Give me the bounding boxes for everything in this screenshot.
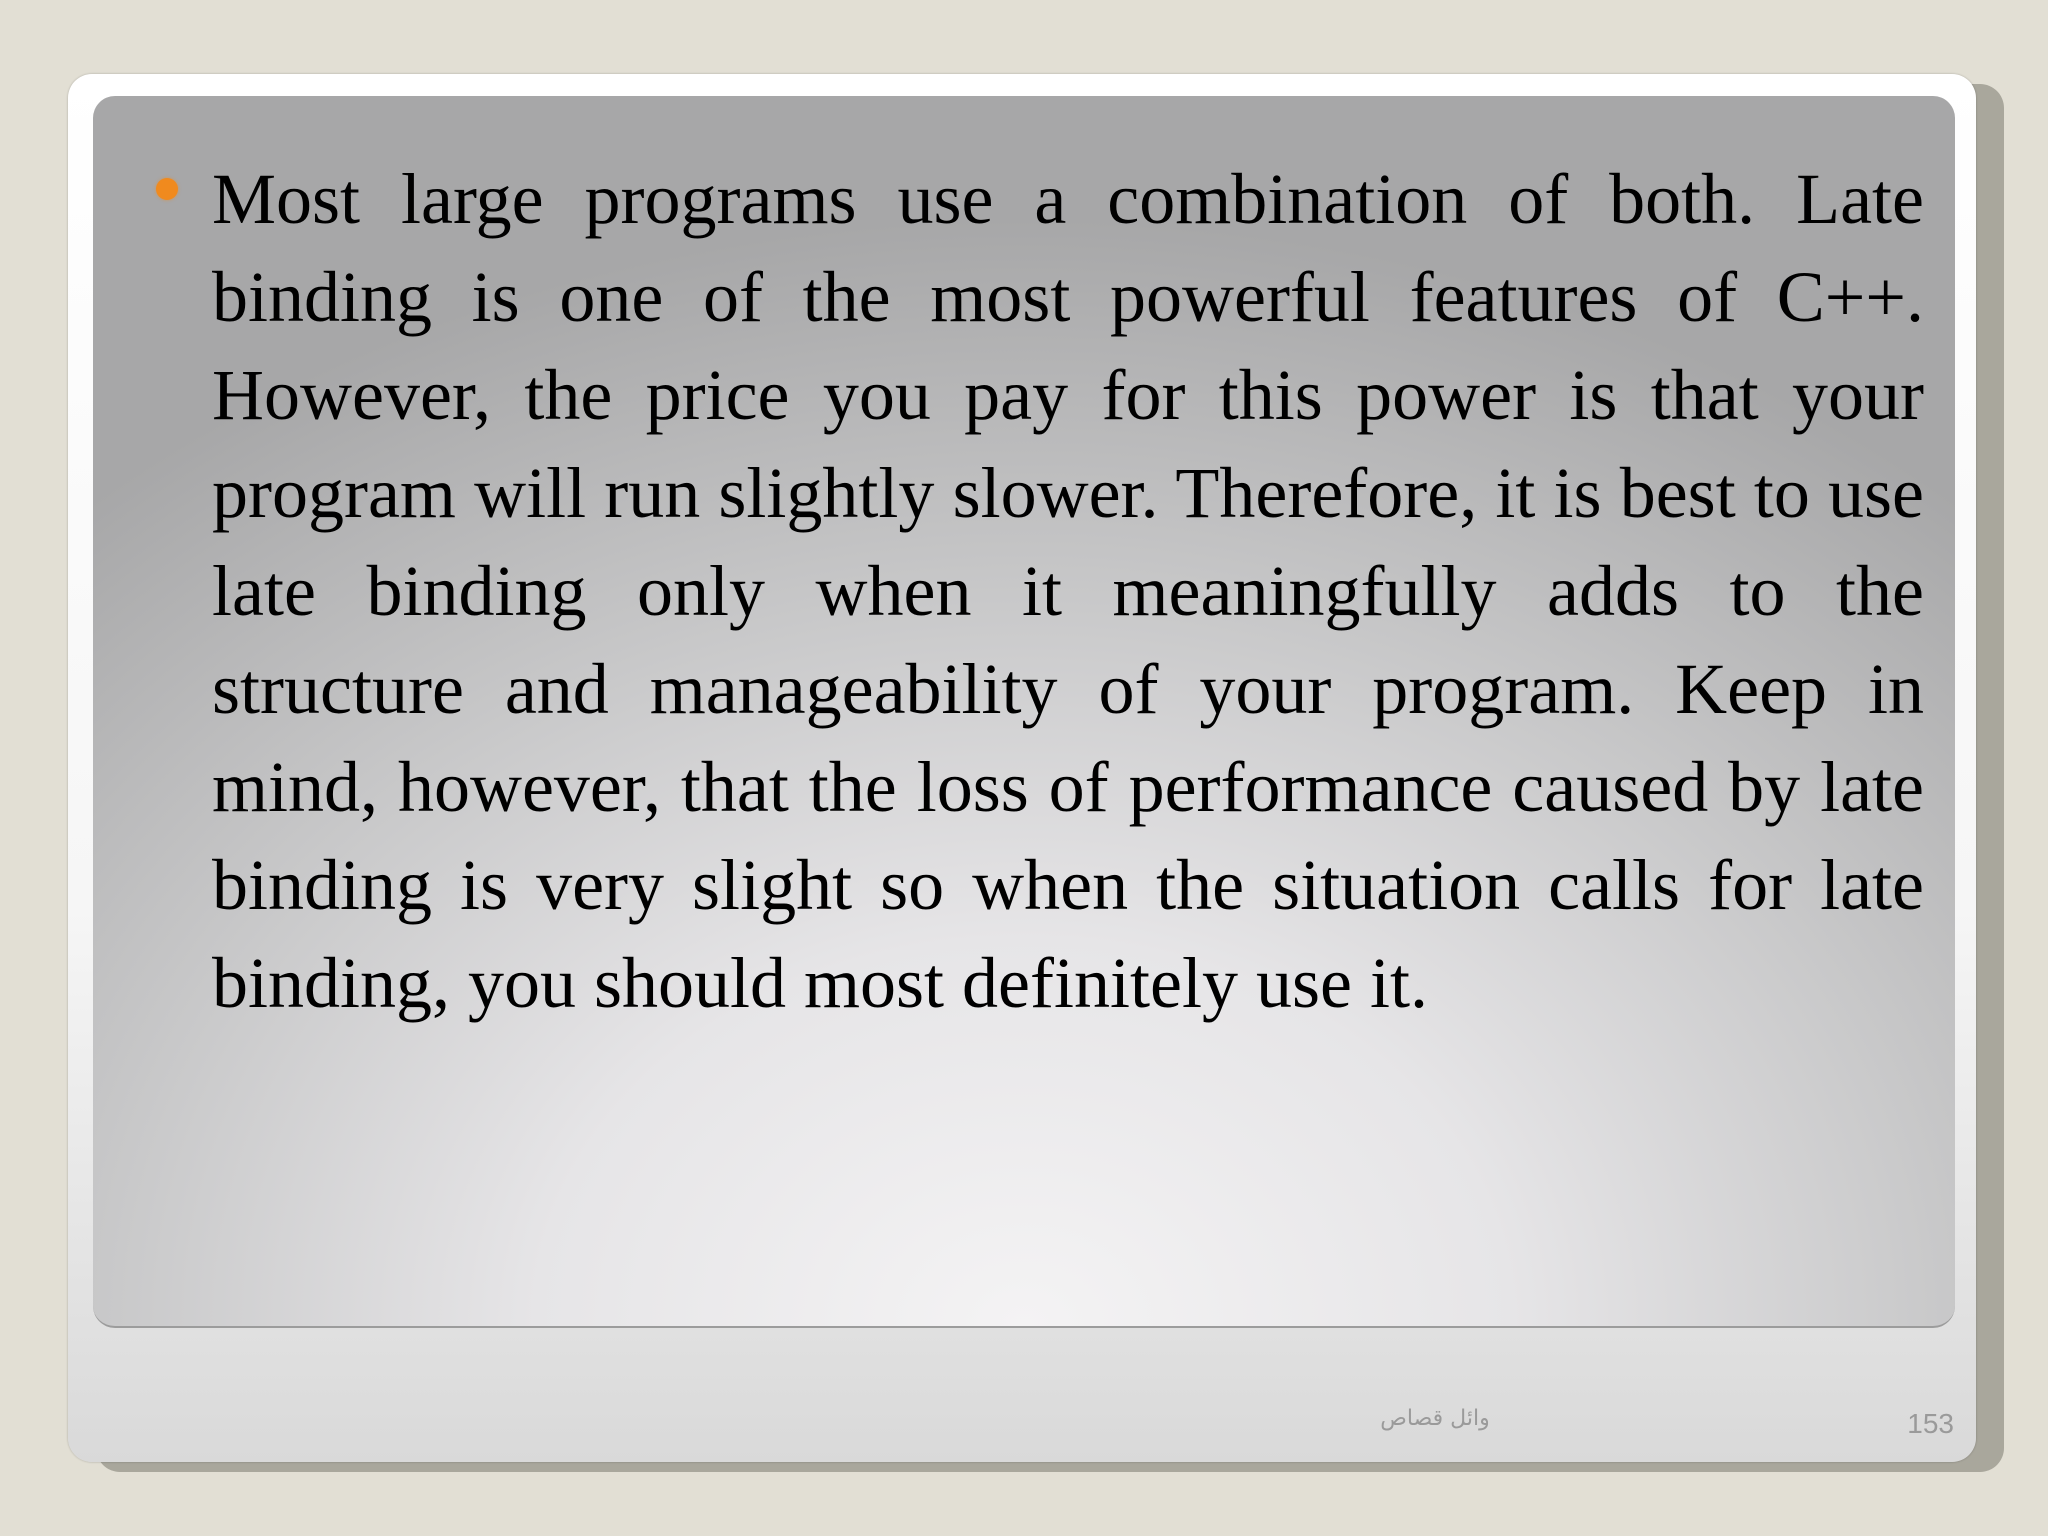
- slide-body-text: Most large programs use a combination of both. Late binding is one of the most powerful features of C++. However, the price you pay for this power is that your program will run slightly slower. Therefore, it is best to use late binding only when it meaningfully adds to the structure and manageability of your program. Keep in mind, however, that the loss of performance caused by late binding is very slight so when the situation calls for late binding, you should most definitely use it.: [212, 159, 1924, 1023]
- slide-page-number: 153: [1907, 1408, 1954, 1439]
- bullet-dot-icon: [156, 178, 178, 200]
- footer-author: وائل قصاص: [1380, 1406, 1490, 1431]
